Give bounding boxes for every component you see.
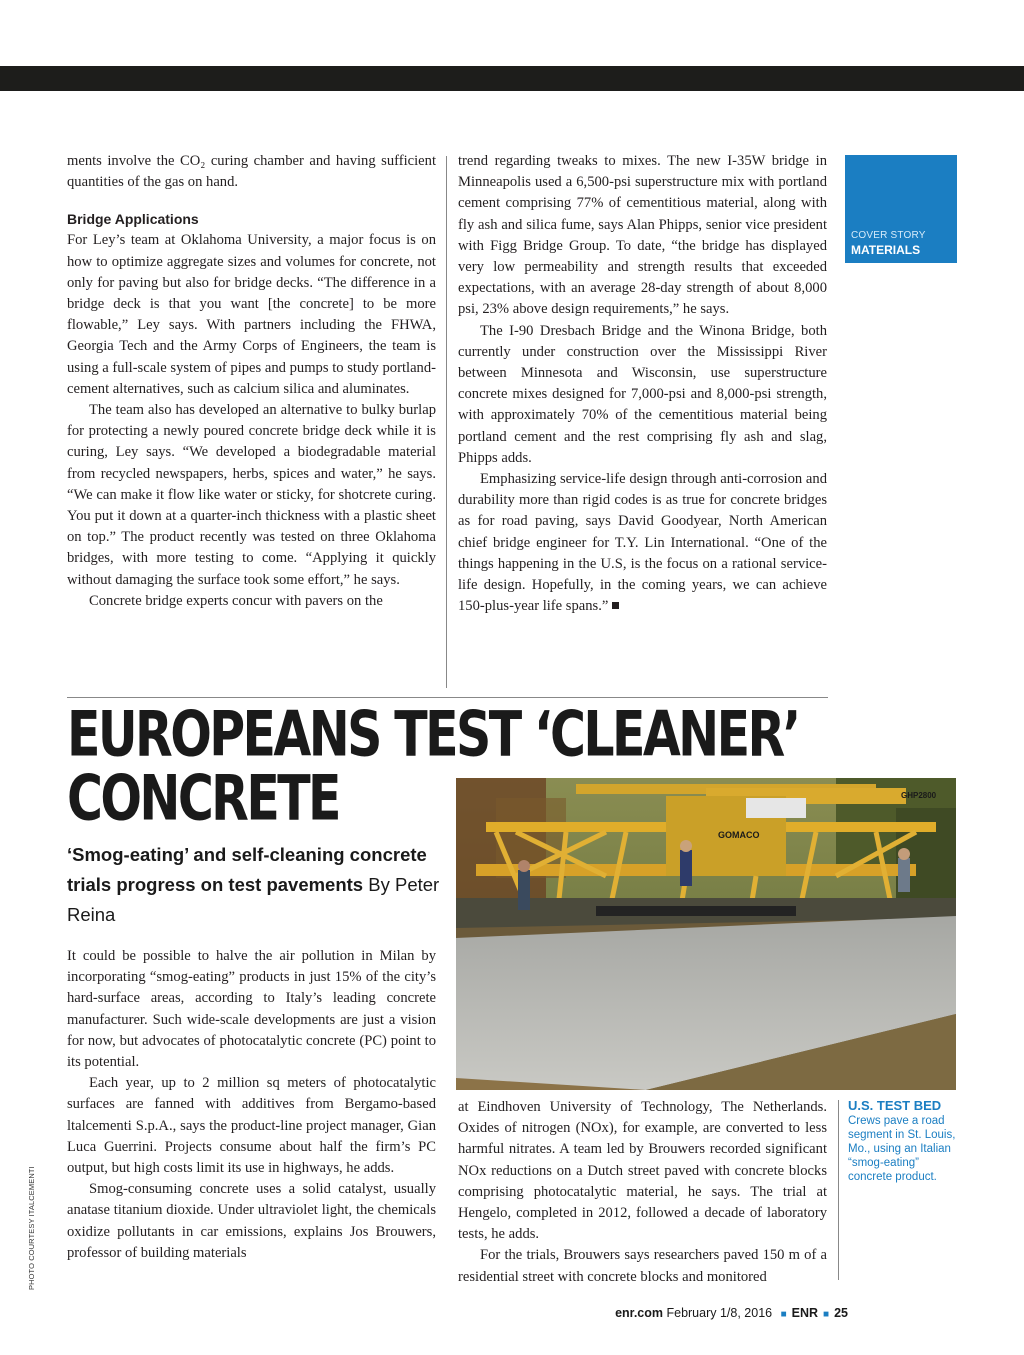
byline: By Peter Reina: [67, 874, 440, 925]
paragraph: Concrete bridge experts concur with pavers on the: [89, 592, 383, 609]
paragraph-text: Emphasizing service-life design through anti-corrosion and durability more than rigid codes is as true for concrete bridges as for road paving, says David Goodyear, North American chief bridge engineer for T.Y. Lin International. “One of the things happening in the U.S, is the focus on a rational service-life design. Hopefully, in the coming years, we can achieve 150-plus-year life spans.”: [458, 471, 827, 615]
section-tag-materials: MATERIALS: [851, 243, 921, 257]
caption-title: U.S. TEST BED: [848, 1098, 942, 1113]
top-bar: [0, 66, 1024, 91]
subhead-bridge-applications: Bridge Applications: [67, 211, 199, 228]
page-footer: [560, 1306, 848, 1320]
paragraph: For the trials, Brouwers says researchers paved 150 m of a residential street with concrete blocks and monitored: [458, 1247, 827, 1285]
paragraph: [458, 469, 827, 617]
paragraph: Smog-consuming concrete uses a solid catalyst, usually anatase titanium dioxide. Under ultraviolet light, the chemicals oxidize pollutants in car emissions, explains Jos Brouwers, professor of building materials: [67, 1181, 436, 1261]
headline-line-2: CONCRETE: [67, 761, 339, 835]
paragraph: Each year, up to 2 million sq meters of photocatalytic surfaces are fanned with additives from Bergamo-based ltalcementi S.p.A., says the product-line project manager, Gian Luca Guerrini. Projects consume about half the firm’s PC output, but high costs limit its use in highways, he adds.: [67, 1075, 436, 1177]
photo-caption: [848, 1098, 960, 1184]
section-tag: [845, 155, 957, 263]
footer-separator-icon: ■: [823, 1309, 830, 1320]
section-tag-cover-story: COVER STORY: [851, 230, 926, 241]
caption-text: Crews pave a road segment in St. Louis, Mo., using an Italian “smog-eating” concrete product.: [848, 1115, 956, 1183]
lower-left-column: [67, 946, 436, 1264]
lower-right-column: [458, 1097, 827, 1288]
paving-photo-illustration: [456, 778, 956, 1090]
end-mark-icon: [612, 602, 619, 609]
caption-divider: [838, 1100, 839, 1280]
footer-date: February 1/8, 2016: [666, 1306, 773, 1320]
footer-brand: ENR: [791, 1306, 819, 1320]
headline-line-1: EUROPEANS TEST ‘CLEANER’: [67, 697, 799, 771]
article-deck: [67, 840, 447, 930]
machine-label-gomaco: GOMACO: [718, 830, 760, 840]
paragraph: ments involve the CO₂ curing chamber and having sufficient quantities of the gas on hand.: [67, 153, 436, 191]
column-divider: [446, 156, 447, 688]
deck-text: ‘Smog-eating’ and self-cleaning concrete trials progress on test pavements: [67, 844, 427, 895]
upper-left-column: [67, 151, 436, 612]
paragraph: The I-90 Dresbach Bridge and the Winona Bridge, both currently under construction over the Mississippi River between Minnesota and Wisconsin, use superstructure concrete mixes designed for 7,000-psi and 8,000-psi strength, with approximately 70% of the cementitious material being portland cement and the rest comprising fly ash and slag, Phipps adds.: [458, 322, 827, 466]
page-number: 25: [834, 1306, 848, 1320]
footer-separator-icon: ■: [780, 1309, 787, 1320]
photo-credit: PHOTO COURTESY ITALCEMENTI: [27, 1166, 36, 1290]
paragraph: The team also has developed an alternative to bulky burlap for protecting a newly poured concrete bridge deck while it is curing, Ley says. “We developed a biodegradable material from recycled newspapers, herbs, spices and water,” he says. “We can make it flow like water or sticky, for shotcrete curing. You put it down at a quarter-inch thickness with a plastic sheet on top.” The product recently was tested on three Oklahoma bridges, with more testing to come. “Applying it quickly without damaging the surface took some effort,” he says.: [67, 402, 436, 588]
upper-right-column: [458, 151, 827, 617]
paving-photo: [456, 778, 956, 1090]
machine-label-model: GHP2800: [901, 791, 937, 800]
paragraph: For Ley’s team at Oklahoma University, a major focus is on how to optimize aggregate sizes and volumes for concrete, not only for paving but also for bridge decks. “The difference in a bridge deck is that you want [the concrete] to be more flowable,” Ley says. With partners including the FHWA, Georgia Tech and the Army Corps of Engineers, the team is using a full-scale system of pipes and pumps to study portland-cement alternatives, such as calcium silica and aluminates.: [67, 232, 436, 397]
footer-site: enr.com: [615, 1306, 663, 1320]
paragraph: at Eindhoven University of Technology, The Netherlands. Oxides of nitrogen (NOx), for example, are converted to less harmful nitrates. A team led by Brouwers recorded significant NOx reductions on a Dutch street paved with concrete blocks comprising photocatalytic material, he says. The trial at Hengelo, completed in 2012, followed a decade of laboratory tests, he adds.: [458, 1099, 827, 1243]
paragraph: trend regarding tweaks to mixes. The new I-35W bridge in Minneapolis used a 6,500-psi superstructure mix with portland cement comprising 77% of cementitious material, along with fly ash and silica fume, says Alan Phipps, senior vice president with Figg Bridge Group. To date, “the bridge has displayed very low permeability and strength results that exceeded expectations, with an average 28-day strength of about 8,000 psi, 23% above design requirements,” he says.: [458, 153, 827, 318]
paragraph: It could be possible to halve the air pollution in Milan by incorporating “smog-eating” products in just 15% of the city’s hard-surface areas, according to Italy’s leading concrete manufacturer. Such wide-scale developments are just a vision for now, but advocates of photocatalytic concrete (PC) point to its potential.: [67, 948, 436, 1071]
